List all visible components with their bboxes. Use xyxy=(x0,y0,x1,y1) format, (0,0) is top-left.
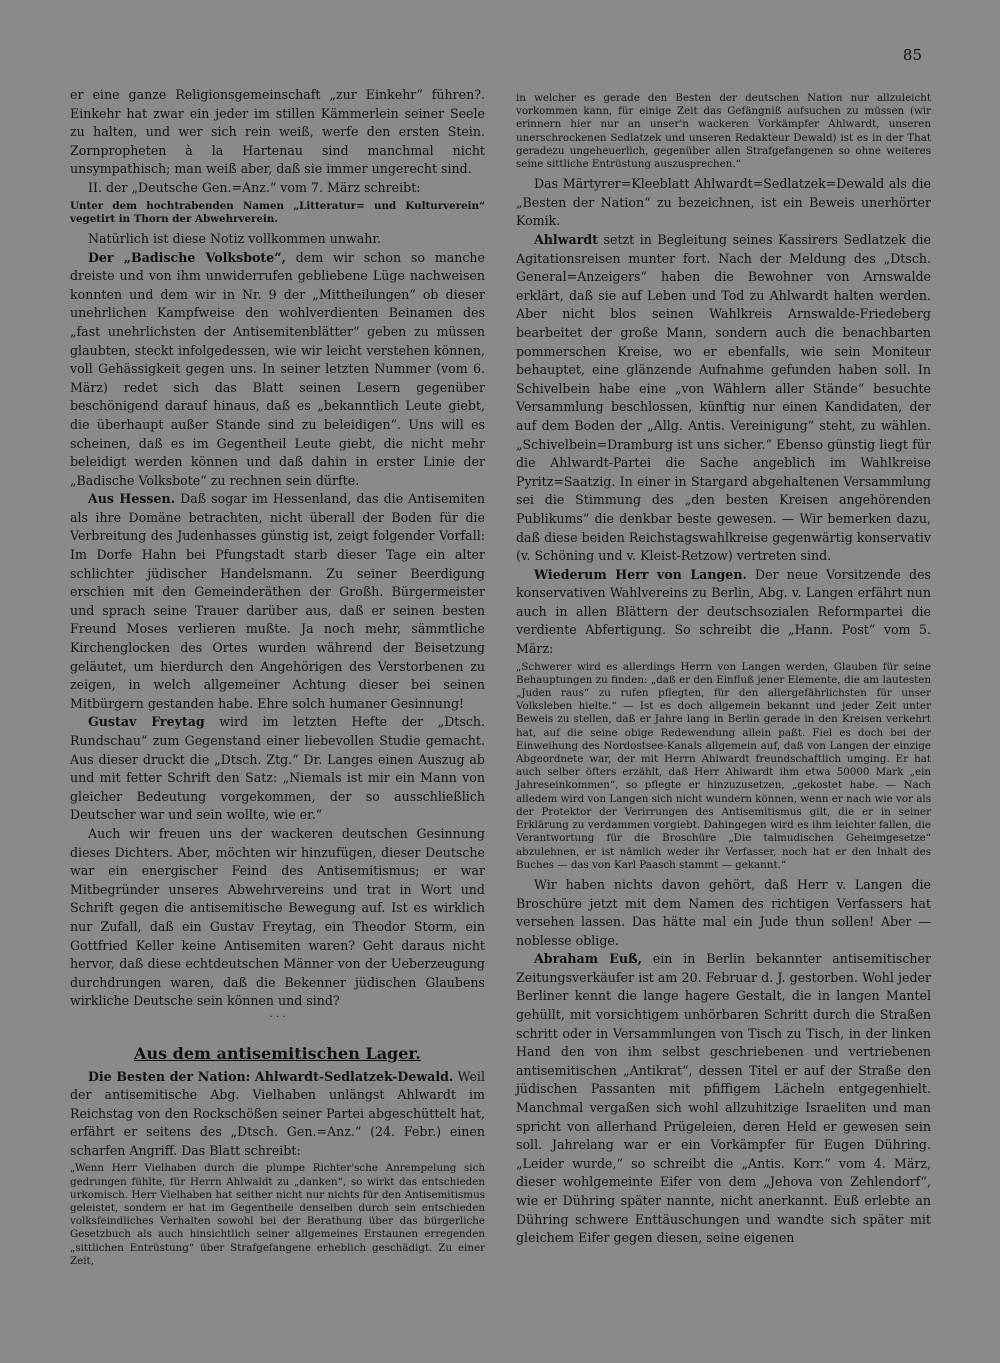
paragraph: er eine ganze Religionsgemeinschaft „zur Einkehr“ führen?. Einkehr hat zwar ein jeder im stillen Kämmerlein seiner Seele zu halten, und wer sich rein weiß, werfe den ersten Stein. Zornpropheten à la Hartenau sind manchmal nicht unsympathisch; man weiß aber, daß sie immer ungerecht sind. xyxy=(70,87,485,177)
quote-small: Unter dem hochtrabenden Namen „Litteratur= und Kulturverein“ vegetirt in Thorn der Abwehrverein. xyxy=(70,199,485,225)
right-column xyxy=(516,90,931,1248)
article-heading: Der „Badische Volksbote“, xyxy=(88,249,286,265)
article-body: wird im letzten Hefte der „Dtsch. Rundschau“ zum Gegenstand einer liebevollen Studie gemacht. Aus dieser druckt die „Dtsch. Ztg.“ Dr. Langes einen Auszug ab und mit fetter Schrift den Satz: „Niemals ist mir ein Mann von gleicher Bedeutung vorgekommen, der so ausschließlich Deutscher war und sein wollte, wie er.“ xyxy=(70,714,485,823)
quote-small: „Wenn Herr Vielhaben durch die plumpe Richter'sche Anrempelung sich gedrungen fühlte, für Herrn Ahlwaldt zu „danken“, so wirkt das entschieden urkomisch. Herr Vielhaben hat seither nicht nur nichts für den Antisemitismus geleistet, sondern er hat im Gegentheile denselben durch sein entschieden volksfeindliches Verhalten sowohl bei der Berathung über das bürgerliche Gesetzbuch als auch hinsichtlich seiner allgemeines Erstaunen erregenden „sittlichen Entrüstung“ über Strafgefangene erheblich geschädigt. Zu einer Zeit, xyxy=(70,1162,485,1267)
article-body: setzt in Begleitung seines Kassirers Sedlatzek die Agitationsreisen munter fort. Nach der Meldung des „Dtsch. General=Anzeigers“ haben die Bewohner von Arnswalde erklärt, daß sie auf Leben und Tod zu Ahlwardt halten werden. Aber nicht blos seinen Wahlkreis Arnswalde-Friedeberg bearbeitet der große Mann, sondern auch die benachbarten pommerschen Kreise, wo er ebenfalls, wie sein Moniteur behauptet, eine glänzende Aufnahme gefunden haben soll. In Schivelbein habe eine „von Wählern aller Stände“ besuchte Versammlung beschlossen, künftig nur einen Kandidaten, der auf dem Boden der „Allg. Antis. Vereinigung“ steht, zu wählen. „Schivelbein=Dramburg ist uns sicher.“ Ebenso günstig liegt für die Ahlwardt-Partei die Sache angeblich im Wahlkreise Pyritz=Saatzig. In einer in Stargard abgehaltenen Versammlung sei die Stimmung des „den besten Kreisen angehörenden Publikums“ die denkbar beste gewesen. — Wir bemerken dazu, daß diese beiden Reichstagswahlkreise gegenwärtig konservativ (v. Schöning und v. Kleist-Retzow) vertreten sind. xyxy=(516,232,931,564)
article-paragraph xyxy=(70,249,485,491)
separator-dots: · · · xyxy=(269,1011,286,1023)
section-title: Aus dem antisemitischen Lager. xyxy=(134,1043,421,1063)
left-column xyxy=(70,86,485,1272)
article-paragraph xyxy=(516,566,931,659)
paragraph: Das Märtyrer=Kleeblatt Ahlwardt=Sedlatzek=Dewald als die „Besten der Nation“ zu bezeichnen, ist ein Beweis unerhörter Komik. xyxy=(516,176,931,229)
article-heading: Die Besten der Nation: Ahlwardt-Sedlatzek-Dewald. xyxy=(88,1068,454,1084)
article-paragraph xyxy=(516,950,931,1248)
article-body: dem wir schon so manche dreiste und von ihm unwiderrufen gebliebene Lüge nachweisen konnten und dem wir in Nr. 9 der „Mittheilungen“ ob dieser unehrlichen Kampfweise den wohlverdienten Beinamen des „fast unehrlichsten der Antisemitenblätter“ geben zu müssen glaubten, steckt infolgedessen, wie wir leicht verstehen können, voll Gehässigkeit gegen uns. In seiner letzten Nummer (vom 6. März) redet sich das Blatt seinen Lesern gegenüber beschönigend darauf hinaus, daß es „bekanntlich Leute giebt, die überhaupt außer Stande sind zu beleidigen“. Uns will es scheinen, daß es im Gegentheil Leute giebt, die nicht mehr beleidigt werden können und daß dahin in erster Linie der „Badische Volksbote“ zu rechnen sein dürfte. xyxy=(70,249,485,488)
article-paragraph xyxy=(70,490,485,713)
article-heading: Gustav Freytag xyxy=(88,714,205,730)
article-heading: Ahlwardt xyxy=(534,232,598,247)
article-heading: Aus Hessen. xyxy=(88,491,176,507)
article-heading: Wiederum Herr von Langen. xyxy=(534,566,747,582)
article-paragraph xyxy=(70,1068,485,1161)
article-body: Der neue Vorsitzende des konservativen Wahlvereins zu Berlin, Abg. v. Langen erfährt nun auch in allen Blättern der deutschsozialen Reformpartei die verdiente Abfertigung. So schreibt die „Hann. Post“ vom 5. März: xyxy=(516,566,931,657)
page-number: 85 xyxy=(902,46,922,64)
article-heading: Abraham Euß, xyxy=(534,951,642,967)
article-body: Weil der antisemitische Abg. Vielhaben unlängst Ahlwardt im Reichstag von den Rockschößen seiner Partei abgeschüttelt hat, erfährt er seitens des „Dtsch. Gen.=Anz.“ (24. Febr.) einen scharfen Angriff. Das Blatt schreibt: xyxy=(70,1068,485,1158)
paragraph: Auch wir freuen uns der wackeren deutschen Gesinnung dieses Dichters. Aber, möchten wir hinzufügen, dieser Deutsche war ein energischer Feind des Antisemitismus; er war Mitbegründer unseres Abwehrvereins und trat in Wort und Schrift gegen die antisemitische Bewegung auf. Ist es wirklich nur Zufall, daß ein Gustav Freytag, ein Theodor Storm, ein Gottfried Keller keine Antisemiten waren? Geht daraus nicht hervor, daß diese echtdeutschen Männer von der Ueberzeugung durchdrungen waren, daß die Bekenner jüdischen Glaubens wirkliche Deutsche sein können und sind? xyxy=(70,825,485,1009)
article-body: Daß sogar im Hessenland, das die Antisemiten als ihre Domäne betrachten, nicht überall der Boden für die Verbreitung des Judenhasses günstig ist, zeigt folgender Vorfall: Im Dorfe Hahn bei Pfungstadt starb dieser Tage ein alter schlichter jüdischer Handelsmann. Zu seiner Beerdigung erschien mit den Gemeinderäthen der Großh. Bürgermeister und sprach seine Trauer darüber aus, daß er seinen besten Freund Moses verlieren mußte. Ja noch mehr, sämmtliche Kirchenglocken des Ortes wurden während der Beisetzung geläutet, um hierdurch den Angehörigen des Verstorbenen zu zeigen, in welch allgemeiner Achtung dieser bei seinen Mitbürgern gestanden habe. Ehre solch humaner Gesinnung! xyxy=(70,491,485,711)
paragraph: II. der „Deutsche Gen.=Anz.“ vom 7. März schreibt: xyxy=(88,179,421,195)
paragraph: Wir haben nichts davon gehört, daß Herr v. Langen die Broschüre jetzt mit dem Namen des richtigen Verfassers hat versehen lassen. Das hätte mal ein Jude thun sollen! Aber — noblesse oblige. xyxy=(516,876,931,948)
quote-small: in welcher es gerade den Besten der deutschen Nation nur allzuleicht vorkommen kann, für einige Zeit das Gefängniß aufsuchen zu müssen (wir erinnern hier nur an unser'n wackeren Vorkämpfer Ahlwardt, unseren unerschrockenen Sedlatzek und unseren Redakteur Dewald) ist es in der That geradezu ungeheuerlich, gegenüber allen Strafgefangenen so ohne weiteres seine sittliche Entrüstung auszusprechen.“ xyxy=(516,92,931,171)
paragraph: Natürlich ist diese Notiz vollkommen unwahr. xyxy=(88,230,381,246)
article-paragraph xyxy=(516,231,931,566)
quote-small: „Schwerer wird es allerdings Herrn von Langen werden, Glauben für seine Behauptungen zu finden: „daß er den Einfluß jener Elemente, die am lautesten „Juden raus“ zu rufen pflegten, für den allergefährlichsten für unser Volksleben hielte.“ — Ist es doch allgemein bekannt und jeder Zeit unter Beweis zu stellen, daß er Jahre lang in Berlin gerade in den Kreisen verkehrt hat, auf die seine obige Redewendung allein paßt. Fiel es doch bei der Einweihung des Nordostsee-Kanals allgemein auf, daß von Langen der einzige Abgeordnete war, der mit Herrn Ahlwardt freundschaftlich umging. Er hat auch selber öfters erzählt, daß Herr Ahlwardt ihm etwa 50000 Mark „ein Jahreseinkommen“, so pflegte er hinzuzusetzen, „gekostet habe. — Nach alledem wird von Langen sich nicht wundern können, wenn er nach wie vor als der Protektor der Verirrungen des Antisemitismus gilt, die er in seiner Erklärung zu verdammen vorgiebt. Dahingegen wird es ihm leichter fallen, die Verantwortung für die Broschüre „Die talmudischen Geheimgesetze“ abzulehnen, er ist nämlich weder ihr Verfasser, noch hat er den Inhalt des Buches — das von Karl Paasch stammt — gekannt.“ xyxy=(516,660,931,871)
article-paragraph xyxy=(70,713,485,825)
article-body: ein in Berlin bekannter antisemitischer Zeitungsverkäufer ist am 20. Februar d. J. gestorben. Wohl jeder Berliner kennt die lange hagere Gestalt, die in langen Mantel gehüllt, mit vorsichtigem unhörbaren Schritt durch die Straßen schritt oder in Versammlungen von Tisch zu Tisch, in der linken Hand den von ihm selbst geschriebenen und vertriebenen antisemitischen „Antikrat“, dessen Titel er auf der Straße den jüdischen Passanten mit pfiffigem Lächeln entgegenhielt. Manchmal vergaßen sich wohl allzuhitzige Israeliten und man spricht von allerhand Prügeleien, deren Held er gewesen sein soll. Jahrelang war er ein Vorkämpfer für Eugen Dühring. „Leider wurde,“ so schreibt die „Antis. Korr.“ vom 4. März, dieser wohlgemeinte Eifer von dem „Jehova von Zehlendorf“, wie er Dühring später nannte, nicht anerkannt. Euß erlebte an Dühring schwere Enttäuschungen und wandte sich später mit gleichem Eifer gegen diesen, seine eigenen xyxy=(516,951,931,1246)
